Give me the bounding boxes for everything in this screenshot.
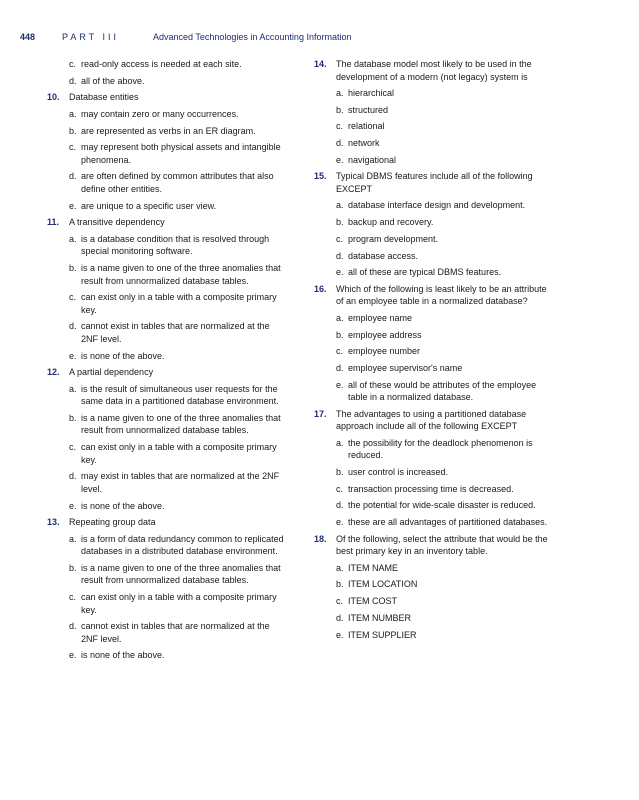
option-text: is the result of simultaneous user requests for the same data in a partitioned database environment. (81, 383, 279, 407)
option-text: user control is increased. (348, 467, 449, 477)
question-stem (47, 516, 287, 529)
option-text: database access. (348, 250, 419, 261)
option-letter: d. (336, 612, 344, 623)
answer-option (314, 629, 554, 642)
option-text: is a name given to one of the three anomalies that result from unnormalized database tables. (81, 263, 281, 286)
option-text: read-only access is needed at each site. (81, 59, 242, 69)
option-text: ITEM SUPPLIER (348, 629, 417, 640)
option-letter: c. (69, 292, 77, 303)
option-letter: e. (69, 650, 77, 661)
answer-option (47, 412, 287, 437)
option-letter: c. (69, 442, 77, 453)
option-letter: b. (336, 217, 344, 228)
answer-option (314, 362, 554, 375)
answer-option (314, 216, 554, 229)
question-stem (314, 58, 554, 83)
option-letter: d. (336, 500, 344, 511)
option-letter: d. (69, 621, 77, 632)
option-text: can exist only in a table with a composite primary key. (81, 442, 277, 465)
question-10 (47, 91, 287, 212)
answer-option (47, 470, 287, 495)
option-letter: c. (336, 596, 344, 607)
option-letter: e. (336, 154, 344, 165)
option-letter: a. (336, 562, 344, 573)
question-text: A partial dependency (69, 367, 154, 378)
question-text: Database entities (69, 92, 139, 103)
answer-option (47, 562, 287, 587)
option-letter: d. (69, 75, 77, 86)
carry-over-option (47, 58, 287, 71)
option-letter: c. (69, 59, 77, 69)
answer-option (314, 199, 554, 212)
option-text: the possibility for the deadlock phenomenon is reduced. (348, 437, 533, 461)
option-text: are represented as verbs in an ER diagram. (81, 125, 256, 136)
answer-option (314, 87, 554, 100)
carry-over-option (47, 75, 287, 88)
answer-option (314, 562, 554, 575)
answer-option (47, 125, 287, 138)
option-letter: a. (69, 233, 77, 244)
option-text: ITEM LOCATION (348, 579, 418, 590)
answer-option (314, 329, 554, 342)
question-number: 17. (314, 408, 327, 419)
question-text: The advantages to using a partitioned database approach include all of the following EXCEPT (336, 408, 527, 432)
answer-option (314, 595, 554, 608)
option-letter: a. (336, 437, 344, 448)
option-text: can exist only in a table with a composite primary key. (81, 292, 277, 315)
option-letter: b. (69, 125, 77, 136)
option-text: is none of the above. (81, 350, 165, 361)
option-letter: b. (336, 467, 344, 477)
option-text: ITEM COST (348, 596, 397, 607)
question-18 (314, 533, 554, 641)
option-text: backup and recovery. (348, 217, 434, 228)
option-letter: e. (336, 379, 344, 390)
answer-option (314, 578, 554, 591)
answer-option (47, 291, 287, 316)
option-text: may represent both physical assets and intangible phenomena. (81, 142, 281, 165)
answer-option (47, 262, 287, 287)
option-letter: b. (69, 263, 77, 273)
option-letter: b. (336, 329, 344, 340)
question-stem (314, 283, 554, 308)
option-text: all of the above. (81, 75, 145, 86)
option-letter: c. (336, 346, 344, 357)
option-text: ITEM NAME (348, 562, 399, 573)
question-stem (47, 366, 287, 379)
option-text: are unique to a specific user view. (81, 200, 217, 211)
option-text: employee supervisor's name (348, 362, 463, 373)
question-stem (47, 216, 287, 229)
option-text: relational (348, 121, 385, 132)
answer-option (314, 499, 554, 512)
question-14 (314, 58, 554, 166)
option-letter: e. (69, 500, 77, 511)
option-text: all of these would be attributes of the employee table in a normalized database. (348, 379, 537, 403)
option-text: is a name given to one of the three anomalies that result from unnormalized database tables. (81, 412, 281, 436)
option-text: structured (348, 104, 389, 115)
answer-option (47, 200, 287, 213)
question-text: The database model most likely to be used in the development of a modern (not legacy) system is (336, 59, 532, 82)
option-letter: a. (69, 533, 77, 544)
answer-option (314, 266, 554, 279)
option-letter: b. (336, 579, 344, 590)
option-letter: d. (69, 171, 77, 182)
answer-option (314, 466, 554, 479)
option-letter: a. (336, 200, 344, 211)
option-letter: e. (336, 629, 344, 640)
question-16 (314, 283, 554, 404)
part-label: PART III (62, 32, 120, 42)
answer-option (47, 320, 287, 345)
answer-option (314, 250, 554, 263)
option-text: is none of the above. (81, 500, 165, 511)
answer-option (47, 591, 287, 616)
running-header (20, 30, 620, 44)
answer-option (47, 533, 287, 558)
question-number: 15. (314, 171, 327, 182)
option-letter: c. (336, 483, 344, 494)
header-title: Advanced Technologies in Accounting Information (153, 32, 352, 42)
option-letter: c. (69, 142, 77, 153)
answer-option (47, 441, 287, 466)
option-letter: e. (69, 200, 77, 211)
option-letter: c. (336, 121, 344, 132)
answer-option (47, 170, 287, 195)
question-13 (47, 516, 287, 662)
answer-option (314, 154, 554, 167)
option-text: may contain zero or many occurrences. (81, 108, 239, 119)
option-text: employee number (348, 346, 421, 357)
answer-option (47, 649, 287, 662)
option-text: employee address (348, 329, 422, 340)
question-12 (47, 366, 287, 512)
answer-option (314, 345, 554, 358)
answer-option (314, 120, 554, 133)
option-text: may exist in tables that are normalized at the 2NF level. (81, 471, 280, 494)
answer-option (314, 137, 554, 150)
question-11 (47, 216, 287, 362)
question-text: Which of the following is least likely to be an attribute of an employee table in a normalized database? (336, 283, 547, 307)
answer-option (47, 500, 287, 513)
answer-option (314, 437, 554, 462)
option-text: is a form of data redundancy common to replicated databases in a distributed database environment. (81, 533, 284, 557)
option-letter: d. (336, 250, 344, 261)
answer-option (47, 141, 287, 166)
option-letter: d. (69, 321, 77, 332)
answer-option (314, 379, 554, 404)
option-letter: a. (69, 108, 77, 119)
question-number: 16. (314, 283, 327, 294)
right-question-list (314, 58, 554, 641)
question-number: 11. (47, 217, 60, 228)
option-letter: e. (336, 517, 344, 528)
answer-option (47, 383, 287, 408)
answer-option (314, 483, 554, 496)
option-letter: d. (336, 138, 344, 149)
question-stem (47, 91, 287, 104)
question-text: A transitive dependency (69, 217, 165, 228)
answer-option (314, 612, 554, 625)
option-letter: c. (69, 592, 77, 603)
question-stem (314, 408, 554, 433)
question-number: 12. (47, 367, 60, 378)
answer-option (47, 350, 287, 363)
option-text: cannot exist in tables that are normalized at the 2NF level. (81, 321, 270, 344)
option-letter: a. (69, 383, 77, 394)
option-text: can exist only in a table with a composite primary key. (81, 592, 277, 615)
question-number: 10. (47, 92, 60, 103)
option-text: is a name given to one of the three anomalies that result from unnormalized database tables. (81, 562, 281, 586)
option-text: network (348, 138, 380, 149)
question-number: 14. (314, 59, 327, 69)
answer-option (47, 233, 287, 258)
option-text: all of these are typical DBMS features. (348, 267, 502, 278)
option-letter: e. (69, 350, 77, 361)
option-letter: b. (69, 562, 77, 573)
question-number: 18. (314, 533, 327, 544)
answer-option (314, 104, 554, 117)
question-text: Repeating group data (69, 517, 156, 528)
option-letter: b. (69, 412, 77, 423)
option-letter: a. (336, 88, 344, 98)
option-text: program development. (348, 233, 439, 244)
option-letter: a. (336, 312, 344, 323)
answer-option (314, 312, 554, 325)
question-number: 13. (47, 517, 60, 528)
question-stem (314, 533, 554, 558)
option-letter: d. (69, 471, 77, 482)
option-letter: c. (336, 233, 344, 244)
answer-option (314, 516, 554, 529)
option-letter: b. (336, 104, 344, 115)
question-15 (314, 170, 554, 278)
option-text: the potential for wide-scale disaster is reduced. (348, 500, 536, 511)
left-question-list (47, 91, 287, 662)
option-text: database interface design and development. (348, 200, 526, 211)
right-column (314, 58, 554, 645)
answer-option (47, 108, 287, 121)
question-text: Of the following, select the attribute that would be the best primary key in an inventory table. (336, 533, 548, 557)
option-text: are often defined by common attributes that also define other entities. (81, 171, 274, 194)
question-17 (314, 408, 554, 529)
left-column (47, 58, 287, 666)
option-text: is none of the above. (81, 650, 165, 661)
question-text: Typical DBMS features include all of the following EXCEPT (336, 171, 533, 194)
option-text: navigational (348, 154, 397, 165)
answer-option (314, 233, 554, 246)
option-letter: e. (336, 267, 344, 278)
option-text: is a database condition that is resolved through special monitoring software. (81, 233, 270, 257)
option-text: cannot exist in tables that are normalized at the 2NF level. (81, 621, 270, 644)
answer-option (47, 620, 287, 645)
question-stem (314, 170, 554, 195)
page-number: 448 (20, 32, 36, 42)
option-letter: d. (336, 362, 344, 373)
option-text: ITEM NUMBER (348, 612, 411, 623)
option-text: these are all advantages of partitioned databases. (348, 517, 548, 528)
option-text: employee name (348, 312, 413, 323)
option-text: hierarchical (348, 88, 395, 98)
option-text: transaction processing time is decreased. (348, 483, 514, 494)
